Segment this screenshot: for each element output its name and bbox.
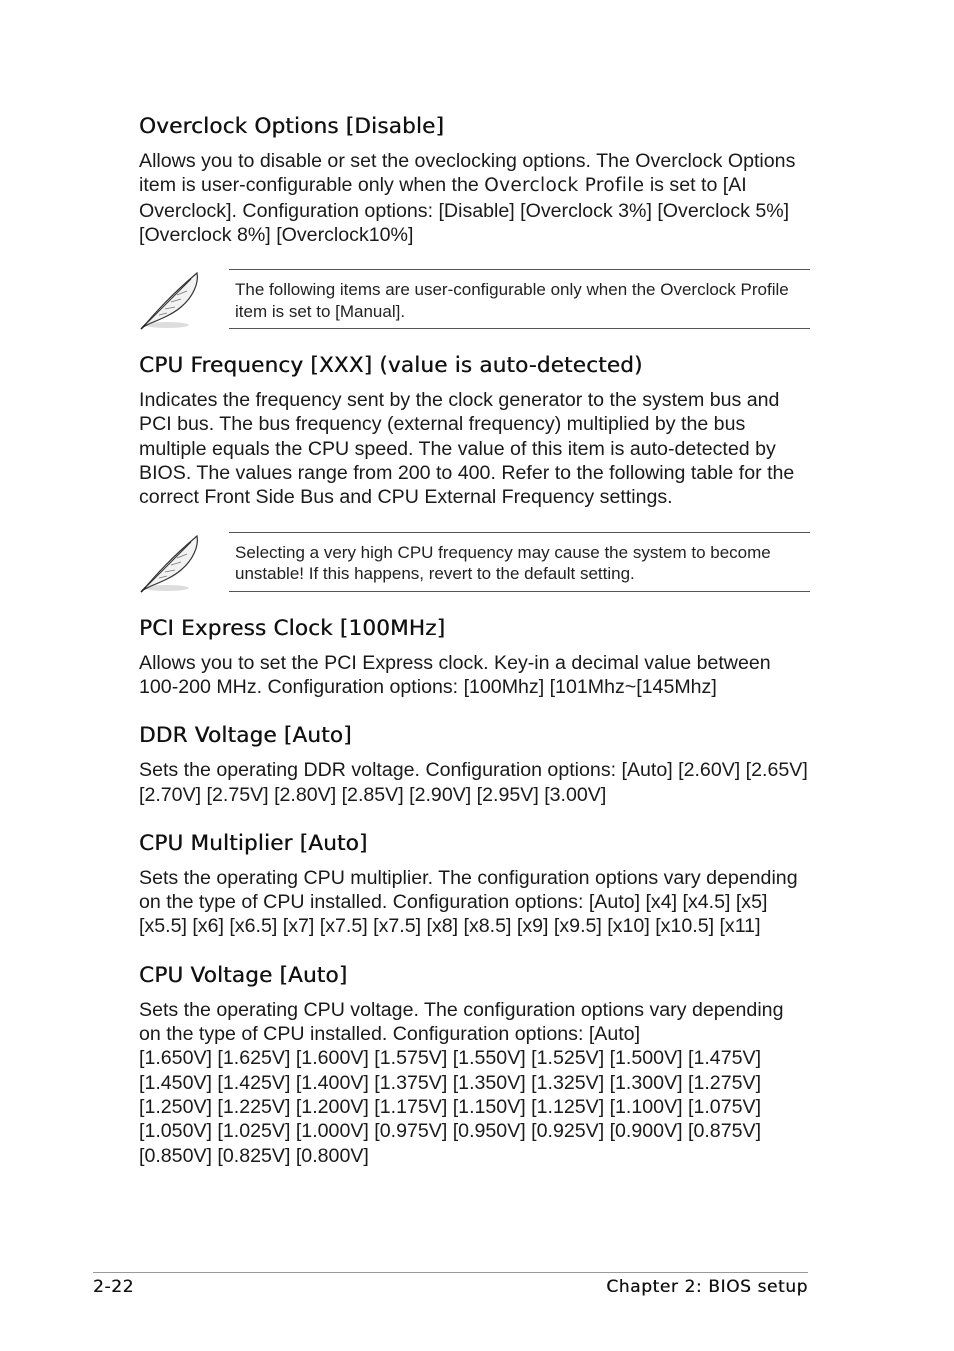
section-title: DDR Voltage [Auto] [139, 723, 352, 749]
section-overclock-options [139, 112, 809, 247]
page-number: 2-22 [93, 1277, 134, 1297]
chapter-title: Chapter 2: BIOS setup [606, 1277, 808, 1297]
feather-pen-icon [137, 269, 203, 331]
section-title: CPU Frequency [XXX] (value is auto-detected) [139, 353, 643, 379]
section-cpu-multiplier [139, 829, 809, 939]
section-title: PCI Express Clock [100MHz] [139, 615, 446, 641]
section-body: Sets the operating CPU multiplier. The configuration options vary depending on the type of CPU installed. Configuration options: [Auto] [x4] [x4.5] [x5] [x5.5] [x6] [x6.5] [x7] [x7.5] [x7.5] [x8] [x8.5] [x9] [x9.5] [x10] [x10.5] [x11] [139, 866, 798, 938]
document-content [139, 112, 809, 1190]
section-body: Indicates the frequency sent by the clock generator to the system bus and PCI bus. The bus frequency (external frequency) multiplied by the bus multiple equals the CPU speed. The value of this item is auto-detected by BIOS. The values range from 200 to 400. Refer to the following table for the correct Front Side Bus and CPU External Frequency settings. [139, 389, 795, 509]
note-text: The following items are user-configurable only when the Overclock Profile item is set to [Manual]. [235, 280, 789, 321]
inline-term: Overclock Profile [484, 175, 645, 197]
section-ddr-voltage [139, 721, 809, 807]
note-box [229, 269, 810, 329]
section-body: Allows you to set the PCI Express clock. Key-in a decimal value between 100-200 MHz. Configuration options: [100Mhz] [101Mhz~[145Mhz] [139, 651, 771, 698]
section-title: CPU Multiplier [Auto] [139, 830, 368, 856]
section-pci-express-clock [139, 614, 809, 700]
note-text: Selecting a very high CPU frequency may cause the system to become unstable! If this happens, revert to the default setting. [235, 542, 771, 584]
section-body: Sets the operating DDR voltage. Configuration options: [Auto] [2.60V] [2.65V] [2.70V] [2.75V] [2.80V] [2.85V] [2.90V] [2.95V] [3.00V] [139, 759, 808, 806]
footer-divider [93, 1272, 808, 1273]
section-body: Sets the operating CPU voltage. The configuration options vary depending on the type of CPU installed. Configuration options: [Auto] [1.650V] [1.625V] [1.600V] [1.575V] [1.550V] [1.525V] [1.500V] [1.475V] [1.450V] [1.425V] [1.400V] [1.375V] [1.350V] [1.325V] [1.300V] [1.275V] [1.250V] [1.225V] [1.200V] [1.175V] [1.150V] [1.125V] [1.100V] [1.075V] [1.050V] [1.025V] [1.000V] [0.975V] [0.950V] [0.925V] [0.900V] [0.875V] [0.850V] [0.825V] [0.800V] [139, 998, 784, 1167]
note-box [229, 532, 810, 592]
section-body: Allows you to disable or set the oveclocking options. The Overclock Options item is user-configurable only when the Overclock Profile is set to [AI Overclock]. Configuration options: [Disable] [Overclock 3%] [Overclock 5%] [Overclock 8%] [Overclock10%] [139, 150, 796, 246]
section-title: Overclock Options [Disable] [139, 114, 445, 139]
feather-pen-icon [137, 532, 203, 594]
section-cpu-frequency [139, 351, 809, 509]
note-callout [139, 269, 809, 329]
note-callout [139, 532, 809, 592]
section-cpu-voltage [139, 961, 809, 1168]
section-title: CPU Voltage [Auto] [139, 962, 348, 988]
